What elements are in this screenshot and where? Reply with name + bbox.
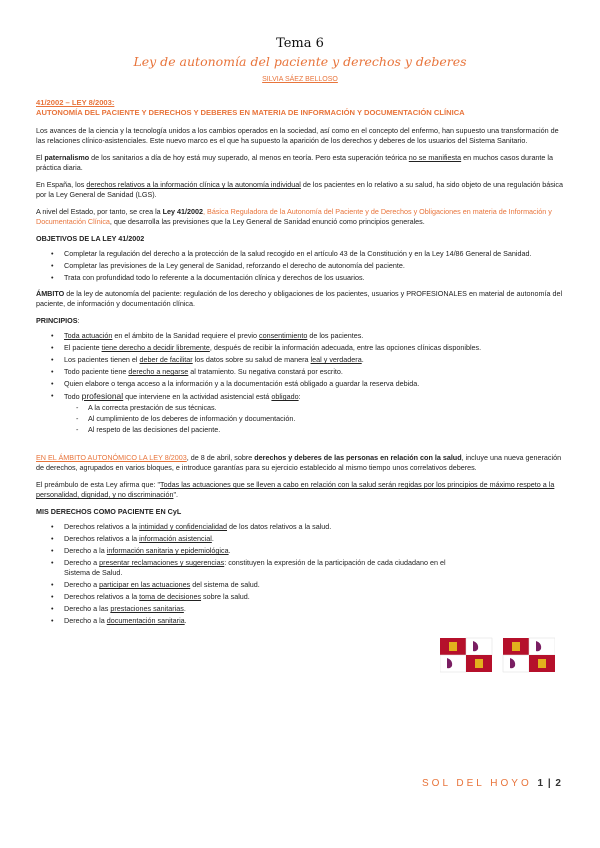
page-title: Ley de autonomía del paciente y derechos y deberes bbox=[133, 54, 467, 69]
objectives-list bbox=[36, 249, 564, 283]
main-content bbox=[36, 98, 564, 632]
scope-paragraph: ÁMBITO de la ley de autonomía del paciente: regulación de los derecho y obligaciones de los pacientes, usuarios y PROFESIONALES en material de autonomía del paciente, de información y documentación clínica. bbox=[36, 289, 563, 308]
list-item: • Trata con profundidad todo lo referente a la documentación clínica y derechos de los usuarios. bbox=[64, 273, 564, 283]
regional-paragraph: EN EL ÁMBITO AUTONÓMICO LA LEY 8/2003, de 8 de abril, sobre derechos y deberes de las personas en relación con la salud, incluye una nueva generación de derechos, agrupados en varios bloques, e introduce garantías para su ejercicio establecido al mismo tiempo unos correlativos deberes. bbox=[36, 453, 562, 472]
list-item: - Al respeto de las decisiones del paciente. bbox=[88, 425, 564, 435]
intro-paragraph: Los avances de la ciencia y la tecnología unidos a los cambios operados en la sociedad, así como en el concepto del enfermo, han supuesto una transformación de las relaciones clínico-asistenciales. Este nuevo marco es el que ha supuesto la aparición de los derechos y deberes de los usuarios del Sistema Sanitario. bbox=[36, 126, 559, 145]
list-item: • Todo profesional que interviene en la actividad asistencial está obligado: - A la correcta prestación de sus técnicas. - Al cumplimiento de los deberes de información y documentación. - Al respeto de las decisiones del paciente. bbox=[64, 391, 564, 435]
list-item: • El paciente tiene derecho a decidir libremente, después de recibir la información adecuada, entre las opciones clínicas disponibles. bbox=[64, 343, 564, 353]
flag-right-icon bbox=[503, 638, 555, 672]
list-item: - Al cumplimiento de los deberes de información y documentación. bbox=[88, 414, 564, 424]
flag-left-icon bbox=[440, 638, 492, 672]
list-item: • Quien elabore o tenga acceso a la información y a la documentación está obligado a guardar la reserva debida. bbox=[64, 379, 564, 389]
law-heading bbox=[36, 98, 564, 118]
preamble-paragraph: El preámbulo de esta Ley afirma que: "Todas las actuaciones que se lleven a cabo en relación con la salud serán regidas por los principios de máximo respeto a la personalidad, dignidad, y no discriminación". bbox=[36, 480, 555, 499]
professional-duties-list bbox=[64, 403, 564, 435]
list-item: • Todo paciente tiene derecho a negarse al tratamiento. Su negativa constará por escrito. bbox=[64, 367, 564, 377]
list-item: • Derechos relativos a la intimidad y confidencialidad de los datos relativos a la salud. bbox=[64, 522, 464, 532]
page-number: 1 | 2 bbox=[537, 778, 562, 789]
castilla-leon-flags-icon bbox=[440, 636, 555, 674]
list-item: • Derecho a participar en las actuaciones del sistema de salud. bbox=[64, 580, 464, 590]
list-item: • Derecho a la información sanitaria y epidemiológica. bbox=[64, 546, 464, 556]
footer-author: SOL DEL HOYO bbox=[422, 778, 532, 789]
principles-heading: PRINCIPIOS: bbox=[36, 316, 80, 325]
list-item: - A la correcta prestación de sus técnicas. bbox=[88, 403, 564, 413]
objectives-heading: OBJETIVOS DE LA LEY 41/2002 bbox=[36, 234, 145, 243]
list-item: • Completar las previsiones de la Ley general de Sanidad, reforzando el derecho de autonomía del paciente. bbox=[64, 261, 564, 271]
list-item: • Derecho a la documentación sanitaria. bbox=[64, 616, 464, 626]
list-item: • Los pacientes tienen el deber de facilitar los datos sobre su salud de manera leal y verdadera. bbox=[64, 355, 564, 365]
list-item: • Derecho a las prestaciones sanitarias. bbox=[64, 604, 464, 614]
topic-number: Tema 6 bbox=[276, 36, 324, 51]
law-title: AUTONOMÍA DEL PACIENTE Y DERECHOS Y DEBERES EN MATERIA DE INFORMACIÓN Y DOCUMENTACIÓN CLÍNICA bbox=[36, 108, 465, 117]
list-item: • Derechos relativos a la información asistencial. bbox=[64, 534, 464, 544]
list-item: • Derecho a presentar reclamaciones y sugerencias: constituyen la expresión de la participación de cada ciudadano en el Sistema de Salud. bbox=[64, 558, 464, 578]
my-rights-list bbox=[36, 522, 464, 626]
my-rights-heading: MIS DERECHOS COMO PACIENTE EN CyL bbox=[36, 507, 182, 516]
author-name: SILVIA SÁEZ BELLOSO bbox=[262, 76, 338, 83]
list-item: • Derechos relativos a la toma de decisiones sobre la salud. bbox=[64, 592, 464, 602]
state-paragraph: A nivel del Estado, por tanto, se crea la Ley 41/2002, Básica Reguladora de la Autonomía del Paciente y de Derechos y Obligaciones en materia de Información y Documentación Clínica, que desarrolla las previsiones que la Ley General de Sanidad enunció como principios generales. bbox=[36, 207, 552, 226]
paternalism-paragraph: El paternalismo de los sanitarios a día de hoy está muy superado, al menos en teoría. Pero esta superación teórica no se manifiesta en muchos casos durante la práctica diaria. bbox=[36, 153, 554, 172]
spain-paragraph: En España, los derechos relativos a la información clínica y la autonomía individual de los pacientes en lo relativo a su salud, ha sido objeto de una regulación básica por la Ley General de Sanidad (LGS). bbox=[36, 180, 564, 199]
law-id: 41/2002 – LEY 8/2003: bbox=[36, 98, 115, 107]
page-footer bbox=[422, 778, 562, 789]
list-item: • Completar la regulación del derecho a la protección de la salud recogido en el artículo 43 de la Constitución y en la Ley 14/86 General de Sanidad. bbox=[64, 249, 564, 259]
list-item: • Toda actuación en el ámbito de la Sanidad requiere el previo consentimiento de los pacientes. bbox=[64, 331, 564, 341]
principles-list bbox=[36, 331, 564, 435]
